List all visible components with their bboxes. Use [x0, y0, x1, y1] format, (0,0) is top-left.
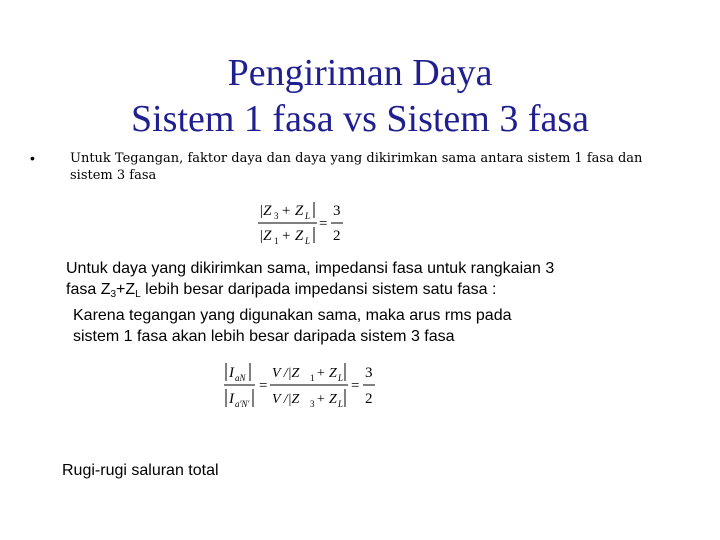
- eq1-num-right: + Z: [281, 203, 304, 219]
- eq1-rhs-num: 3: [333, 203, 341, 219]
- eq2-rhs-num: 3: [365, 365, 373, 381]
- eq2-lhs-num: I: [229, 365, 234, 381]
- paragraph-current-line-2: sistem 1 fasa akan lebih besar daripada sistem 3 fasa: [73, 328, 455, 345]
- title-line-2: Sistem 1 fasa vs Sistem 3 fasa: [130, 98, 590, 140]
- current-ratio-equation: [222, 360, 382, 415]
- eq2-mid-num: V /|Z: [272, 366, 300, 381]
- p1-text-c: lebih besar daripada impedansi sistem satu fasa :: [140, 281, 497, 298]
- paragraph-current-line-1: Karena tegangan yang digunakan sama, maka arus rms pada: [73, 307, 512, 324]
- p1-sub-3: 3: [110, 289, 117, 300]
- eq2-rhs-den: 2: [365, 391, 373, 407]
- p1-sub-l: L: [135, 289, 141, 300]
- eq1-equals: =: [319, 216, 328, 232]
- eq2-mid-num-tail: + Z: [316, 366, 337, 381]
- eq2-mid-den-sub: 3: [310, 399, 315, 409]
- impedance-ratio-equation: [255, 198, 355, 253]
- paragraph-impedance-line-2: [66, 279, 554, 300]
- p1-text-b: +Z: [116, 281, 136, 298]
- eq2-equals-2: =: [351, 378, 360, 394]
- eq2-mid-den-tail: + Z: [316, 392, 337, 407]
- eq2-mid-den-sub2: L: [338, 399, 344, 409]
- eq1-den-right: + Z: [281, 228, 304, 244]
- slide-title: [0, 50, 720, 142]
- eq1-den-sub2: L: [305, 236, 311, 246]
- eq2-lhs-den-sub: a'N': [235, 399, 250, 409]
- footer-text: Rugi-rugi saluran total: [62, 462, 219, 479]
- eq2-mid-num-sub2: L: [338, 373, 344, 383]
- eq2-lhs-den: I: [229, 391, 234, 407]
- eq1-num-sub: 3: [274, 211, 279, 221]
- eq2-equals-1: =: [259, 378, 268, 394]
- paragraph-current: [73, 305, 512, 347]
- eq2-mid-den: V /|Z: [272, 392, 300, 407]
- title-line-1: Pengiriman Daya: [227, 52, 493, 94]
- eq1-den-sub: 1: [274, 236, 279, 246]
- eq2-mid-num-sub: 1: [310, 373, 315, 383]
- bullet-text: Untuk Tegangan, faktor daya dan daya yang dikirimkan sama antara sistem 1 fasa dan sistem 3 fasa: [70, 151, 643, 183]
- eq1-den-left: |Z: [259, 228, 272, 244]
- eq2-lhs-num-sub: aN: [235, 373, 246, 383]
- eq1-rhs-den: 2: [333, 228, 341, 244]
- bullet-marker: •: [30, 150, 35, 166]
- paragraph-impedance: [66, 258, 554, 300]
- p1-text-a: fasa Z: [66, 281, 111, 298]
- eq1-num-sub2: L: [305, 211, 311, 221]
- eq1-num-left: |Z: [259, 203, 272, 219]
- paragraph-impedance-line-1: Untuk daya yang dikirimkan sama, impedansi fasa untuk rangkaian 3: [66, 260, 555, 277]
